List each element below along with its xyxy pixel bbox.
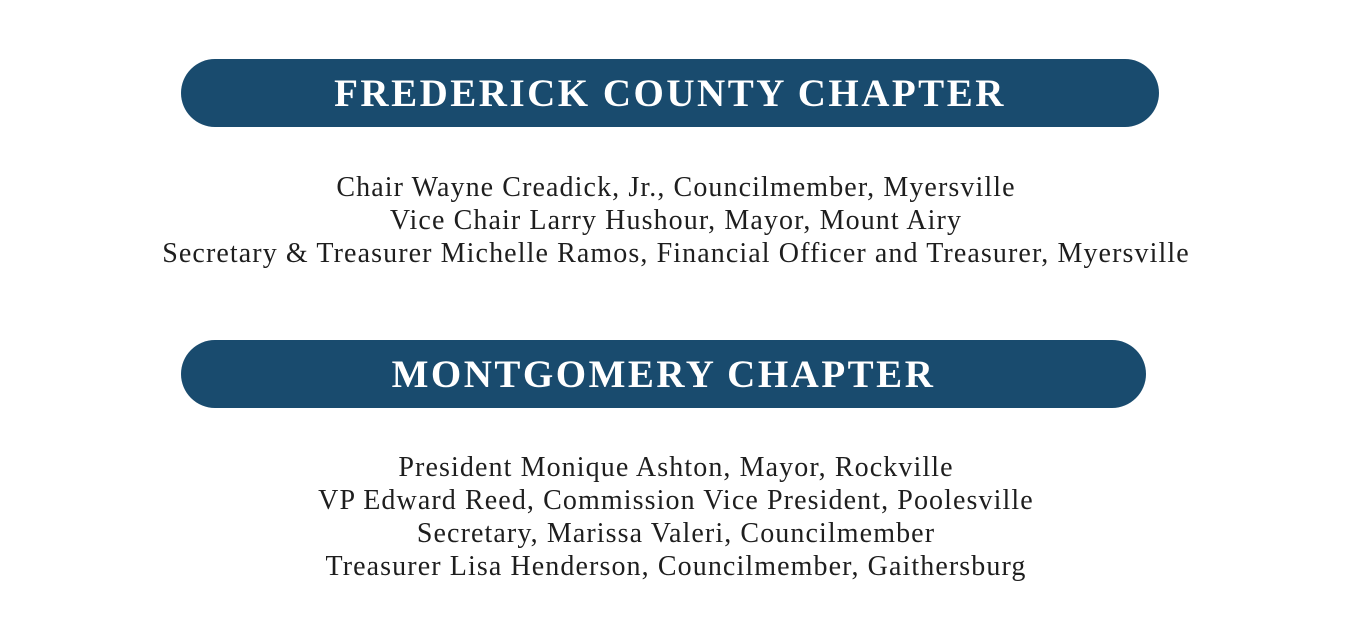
officer-line: Vice Chair Larry Hushour, Mayor, Mount Airy (389, 205, 963, 236)
officer-line: Treasurer Lisa Henderson, Councilmember, Gaithersburg (325, 551, 1027, 582)
officer-line: Secretary & Treasurer Michelle Ramos, Financial Officer and Treasurer, Myersville (162, 238, 1190, 269)
chapter-heading-frederick: FREDERICK COUNTY CHAPTER (181, 59, 1159, 127)
officer-line: President Monique Ashton, Mayor, Rockville (398, 452, 954, 483)
officer-list-frederick (0, 171, 1352, 270)
officer-line: Chair Wayne Creadick, Jr., Councilmember, Myersville (336, 172, 1016, 203)
officer-line: Secretary, Marissa Valeri, Councilmember (416, 518, 936, 549)
chapter-heading-montgomery: MONTGOMERY CHAPTER (181, 340, 1146, 408)
officer-list-montgomery (0, 451, 1352, 583)
officer-line: VP Edward Reed, Commission Vice President, Poolesville (318, 485, 1034, 516)
